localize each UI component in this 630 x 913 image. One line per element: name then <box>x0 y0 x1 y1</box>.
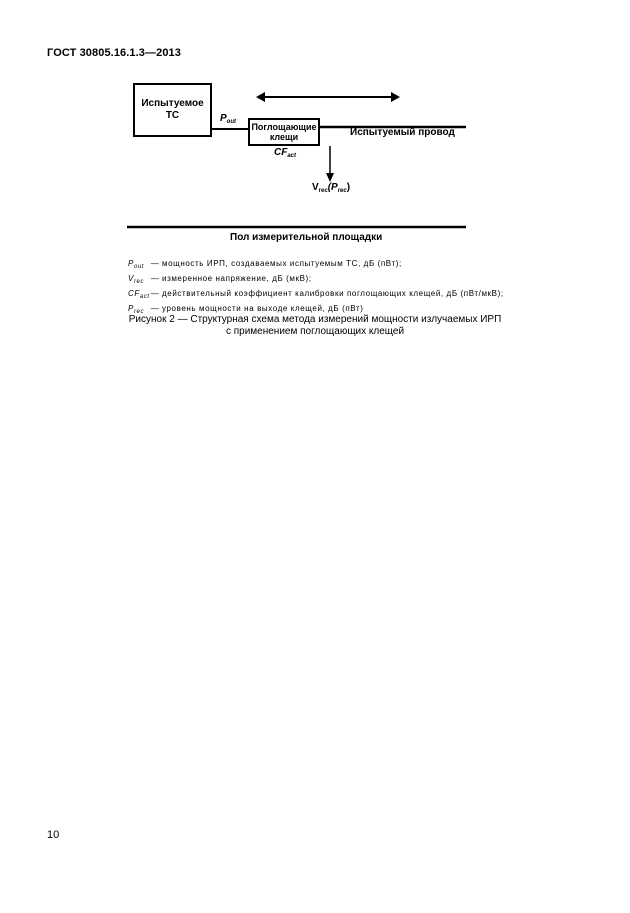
output-arrow-head <box>326 173 334 182</box>
legend-item: $P_{out}$ — мощность ИРП, создаваемых испытуемым ТС, дБ (пВт); <box>128 259 402 270</box>
v-rec-label: $V_{rec}(P_{rec})$ <box>312 182 351 194</box>
movement-arrow-right-head <box>391 92 400 102</box>
legend-item: $CF_{act}$ — действительный коэффициент калибровки поглощающих клещей, дБ (пВт/мкВ); <box>128 289 504 300</box>
movement-arrow-left-head <box>256 92 265 102</box>
caption-line1: Рисунок 2 — Структурная схема метода измерений мощности излучаемых ИРП <box>128 314 502 325</box>
legend-item: $V_{rec}$ — измеренное напряжение, дБ (мкВ); <box>128 274 312 285</box>
figure-caption <box>0 314 630 338</box>
floor-label: Пол измерительной площадки <box>230 232 383 243</box>
eut-label-line2: ТС <box>165 110 180 121</box>
p-out-label: $P_{out}$ <box>220 113 236 125</box>
eut-box <box>133 83 212 137</box>
caption-line2: с применением поглощающих клещей <box>225 326 405 337</box>
clamp-label-line1: Поглощающие <box>251 122 317 132</box>
clamp-label-line2: клещи <box>269 132 299 142</box>
test-wire-label: Испытуемый провод <box>350 127 455 138</box>
legend-item: $P_{rec}$ — уровень мощности на выходе клещей, дБ (пВт) <box>128 304 364 315</box>
document-header: ГОСТ 30805.16.1.3—2013 <box>47 47 181 59</box>
absorbing-clamp-box <box>248 118 320 146</box>
legend <box>128 258 504 318</box>
eut-label-line1: Испытуемое <box>141 98 204 109</box>
cf-act-label: $CF_{act}$ <box>274 147 297 159</box>
page-number: 10 <box>47 829 60 841</box>
